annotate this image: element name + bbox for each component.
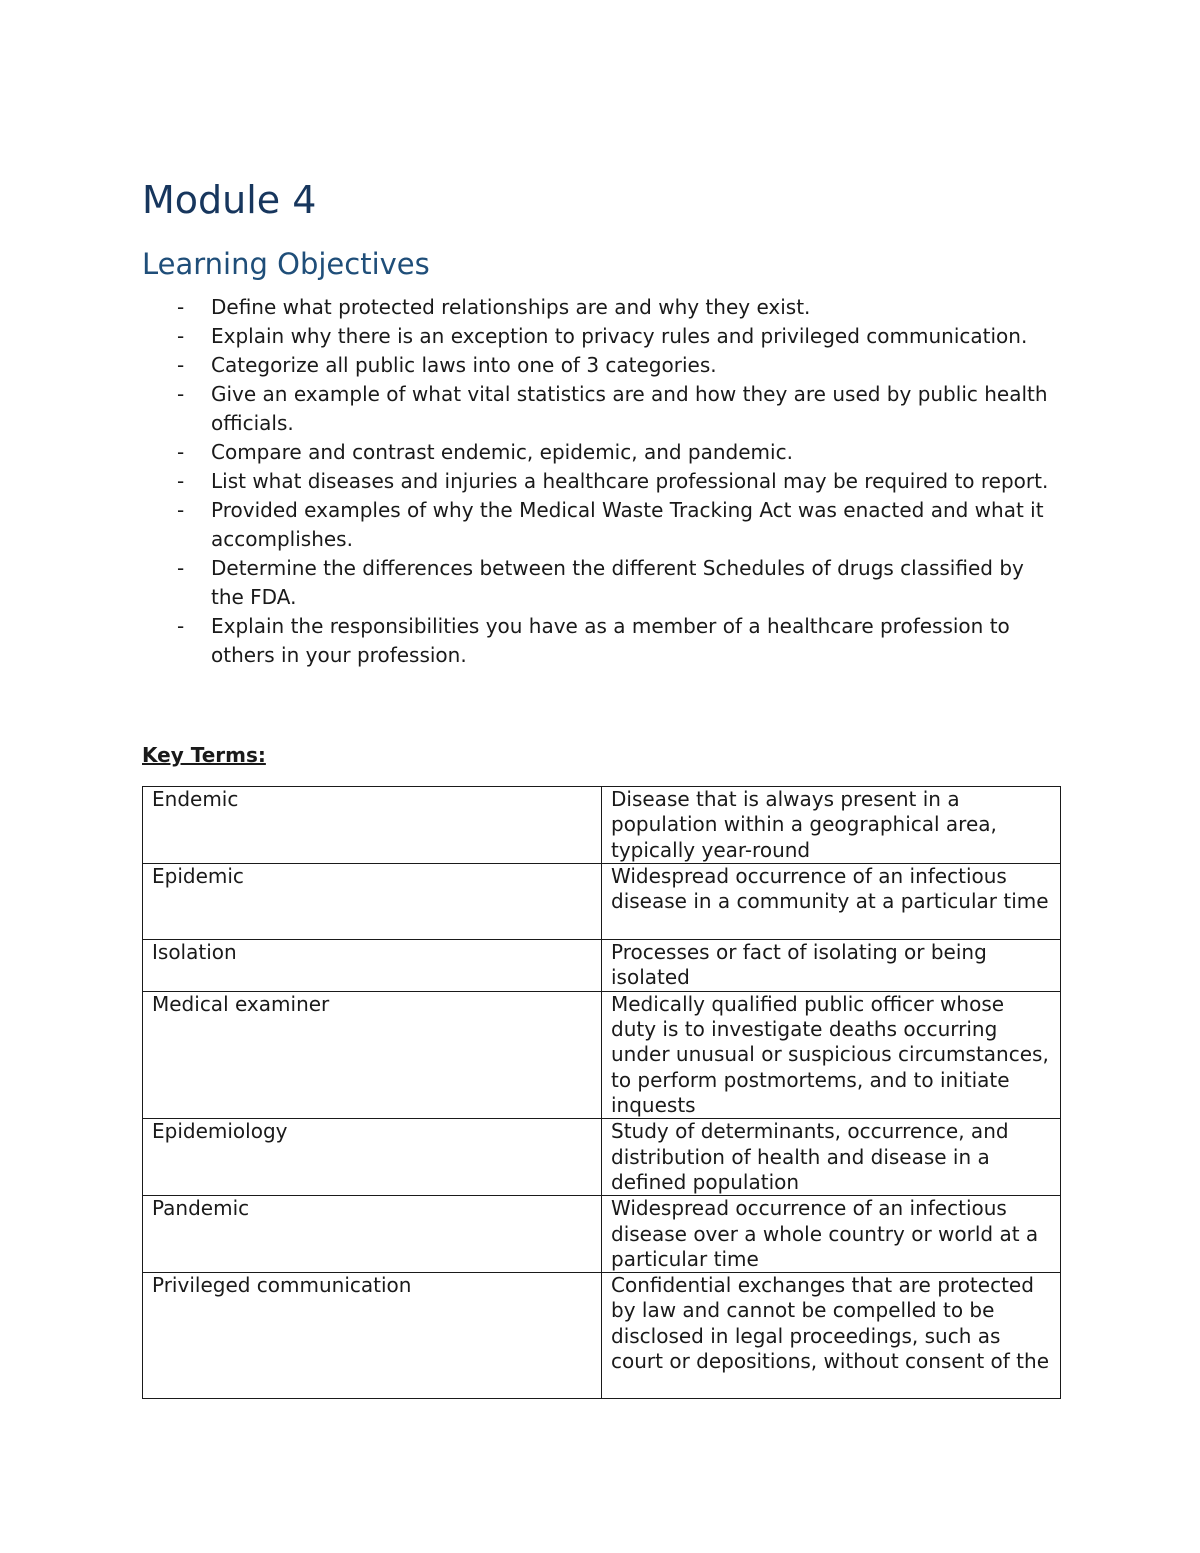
term-cell: Epidemiology	[143, 1119, 602, 1196]
bullet-dash: -	[177, 614, 185, 638]
list-item	[142, 322, 1060, 351]
bullet-dash: -	[177, 440, 185, 464]
objective-text: Give an example of what vital statistics are and how they are used by public health officials.	[211, 382, 1048, 435]
list-item	[142, 496, 1060, 554]
table-row	[143, 939, 1061, 991]
table-row	[143, 1273, 1061, 1399]
objective-text: Define what protected relationships are and why they exist.	[211, 295, 811, 319]
list-item	[142, 554, 1060, 612]
objective-text: Determine the differences between the different Schedules of drugs classified by the FDA.	[211, 556, 1024, 609]
bullet-dash: -	[177, 353, 185, 377]
objective-text: Explain why there is an exception to privacy rules and privileged communication.	[211, 324, 1028, 348]
list-item	[142, 351, 1060, 380]
term-cell: Pandemic	[143, 1196, 602, 1273]
objective-text: Provided examples of why the Medical Waste Tracking Act was enacted and what it accomplishes.	[211, 498, 1044, 551]
table-row	[143, 1196, 1061, 1273]
bullet-dash: -	[177, 324, 185, 348]
table-row	[143, 787, 1061, 864]
bullet-dash: -	[177, 295, 185, 319]
bullet-dash: -	[177, 382, 185, 406]
definition-cell: Disease that is always present in a population within a geographical area, typically year-round	[602, 787, 1061, 864]
objectives-list	[142, 293, 1060, 670]
objective-text: List what diseases and injuries a healthcare professional may be required to report.	[211, 469, 1049, 493]
definition-cell: Widespread occurrence of an infectious disease over a whole country or world at a particular time	[602, 1196, 1061, 1273]
definition-cell: Study of determinants, occurrence, and distribution of health and disease in a defined population	[602, 1119, 1061, 1196]
list-item	[142, 438, 1060, 467]
objective-text: Compare and contrast endemic, epidemic, and pandemic.	[211, 440, 793, 464]
table-row	[143, 991, 1061, 1118]
list-item	[142, 467, 1060, 496]
list-item	[142, 612, 1060, 670]
key-terms-heading: Key Terms:	[142, 743, 266, 767]
term-cell: Endemic	[143, 787, 602, 864]
definition-cell: Widespread occurrence of an infectious disease in a community at a particular time	[602, 863, 1061, 939]
table-row	[143, 863, 1061, 939]
term-cell: Epidemic	[143, 863, 602, 939]
table-row	[143, 1119, 1061, 1196]
definition-cell: Medically qualified public officer whose duty is to investigate deaths occurring under unusual or suspicious circumstances, to perform postmortems, and to initiate inquests	[602, 991, 1061, 1118]
definition-cell: Confidential exchanges that are protected by law and cannot be compelled to be disclosed in legal proceedings, such as court or depositions, without consent of the	[602, 1273, 1061, 1399]
term-cell: Privileged communication	[143, 1273, 602, 1399]
term-cell: Isolation	[143, 939, 602, 991]
bullet-dash: -	[177, 498, 185, 522]
objective-text: Explain the responsibilities you have as a member of a healthcare profession to others in your profession.	[211, 614, 1010, 667]
key-terms-table	[142, 786, 1061, 1399]
list-item	[142, 380, 1060, 438]
page-title: Module 4	[142, 178, 317, 222]
term-cell: Medical examiner	[143, 991, 602, 1118]
objective-text: Categorize all public laws into one of 3 categories.	[211, 353, 717, 377]
bullet-dash: -	[177, 556, 185, 580]
bullet-dash: -	[177, 469, 185, 493]
list-item	[142, 293, 1060, 322]
definition-cell: Processes or fact of isolating or being isolated	[602, 939, 1061, 991]
section-heading-learning-objectives: Learning Objectives	[142, 247, 430, 281]
